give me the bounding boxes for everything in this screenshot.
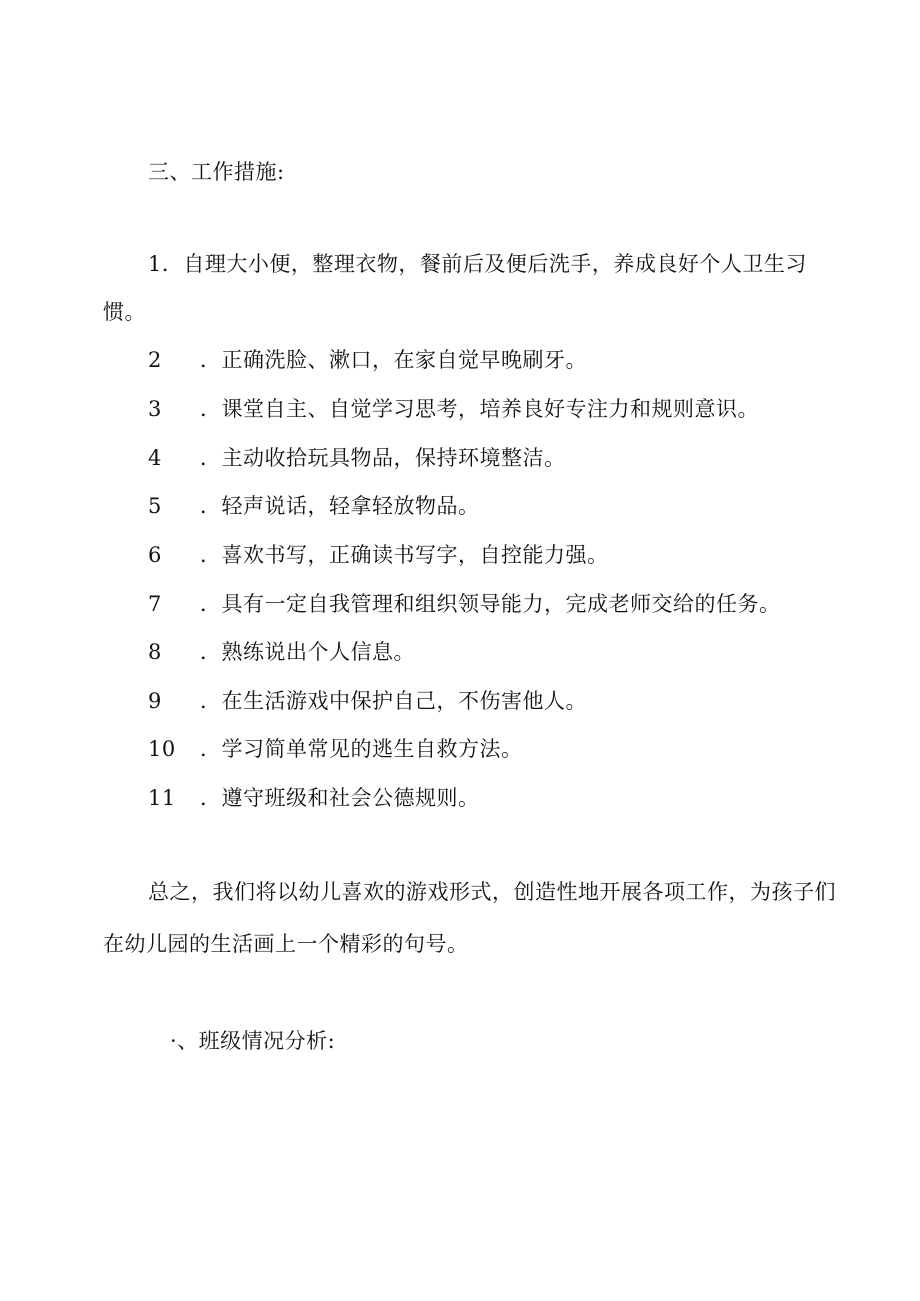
list-item-text: ．课堂自主、自觉学习思考，培养良好专注力和规则意识。 [200, 397, 759, 421]
list-item [148, 540, 609, 570]
list-item-number: 8 [148, 640, 162, 664]
list-item [148, 589, 781, 619]
list-item-number: 10 [148, 737, 176, 761]
list-item-number: 9 [148, 689, 162, 713]
summary-paragraph-line-1: 总之，我们将以幼儿喜欢的游戏形式，创造性地开展各项工作，为孩子们 [148, 880, 836, 904]
list-item-text: ．具有一定自我管理和组织领导能力，完成老师交给的任务。 [200, 592, 781, 616]
list-item [148, 637, 415, 667]
list-item-number: 4 [148, 446, 162, 470]
list-item-text: ．主动收拾玩具物品，保持环境整洁。 [200, 446, 566, 470]
list-item [148, 394, 759, 424]
list-item-1-continuation: 惯。 [103, 300, 146, 324]
list-item-text: ．遵守班级和社会公德规则。 [200, 786, 480, 810]
list-item [148, 734, 523, 764]
list-item-number: 2 [148, 348, 162, 372]
list-item-text: ．熟练说出个人信息。 [200, 640, 415, 664]
list-item [148, 686, 587, 716]
next-section-heading: ·、班级情况分析: [170, 1029, 336, 1053]
list-item-text: ．在生活游戏中保护自己，不伤害他人。 [200, 689, 587, 713]
list-item-text: ．喜欢书写，正确读书写字，自控能力强。 [200, 543, 609, 567]
summary-paragraph-line-2: 在幼儿园的生活画上一个精彩的句号。 [103, 932, 469, 956]
list-item-number: 7 [148, 592, 162, 616]
list-item [148, 443, 566, 473]
list-item-number: 6 [148, 543, 162, 567]
list-item [148, 783, 480, 813]
list-item-number: 11 [148, 786, 176, 810]
list-item [148, 491, 480, 521]
list-item-text: ．正确洗脸、漱口，在家自觉早晚刷牙。 [200, 348, 587, 372]
section-heading: 三、工作措施: [148, 160, 285, 184]
list-item-number: 3 [148, 397, 162, 421]
list-item-number: 5 [148, 494, 162, 518]
list-item-text: ．学习简单常见的逃生自救方法。 [200, 737, 523, 761]
list-item-1: 1．自理大小便，整理衣物，餐前后及便后洗手，养成良好个人卫生习 [148, 252, 807, 276]
list-item-text: ．轻声说话，轻拿轻放物品。 [200, 494, 480, 518]
list-item [148, 345, 587, 375]
